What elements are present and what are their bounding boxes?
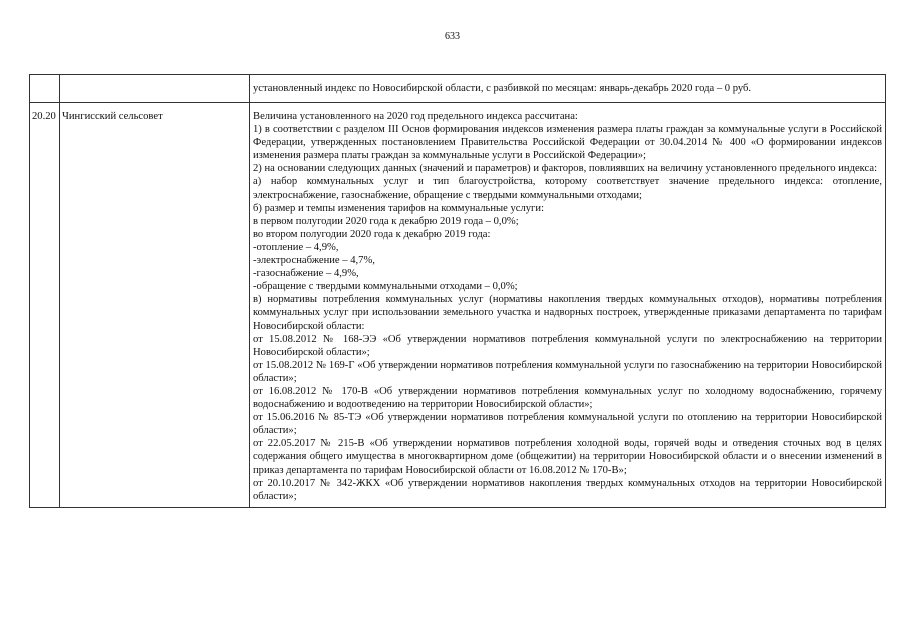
paragraph: а) набор коммунальных услуг и тип благоустройства, которому соответствует значение предельного индекса: отопление, электроснабжение, газоснабжение, обращение с твердыми коммунальными отходами; [253, 176, 882, 201]
paragraph: от 16.08.2012 № 170-В «Об утверждении нормативов потребления коммунальных услуг по холодному водоснабжению, горячему водоснабжению и водоотведению на территории Новосибирской области»; [253, 385, 882, 411]
document-table [29, 74, 886, 508]
paragraph: б) размер и темпы изменения тарифов на коммунальные услуги: [253, 202, 545, 214]
municipality-name: Чингисский сельсовет [60, 103, 250, 508]
paragraph: -газоснабжение – 4,9%, [253, 268, 359, 280]
row-number: 20.20 [30, 103, 60, 508]
paragraph: 1) в соответствии с разделом III Основ формирования индексов изменения размера платы граждан за коммунальные услуги в Российской Федерации, утвержденных постановлением Правительства Российской Федерации от 30.04.2014 № 400 «О формировании индексов изменения размера платы граждан за коммунальные услуги в Российской Федерации»; [253, 124, 882, 162]
paragraph: в первом полугодии 2020 года к декабрю 2019 года – 0,0%; [253, 215, 519, 227]
paragraph: от 15.06.2016 № 85-ТЭ «Об утверждении нормативов потребления коммунальной услуги по отоплению на территории Новосибирской области»; [253, 412, 882, 437]
paragraph: от 15.08.2012 № 168-ЭЭ «Об утверждении нормативов потребления коммунальной услуги по электроснабжению на территории Новосибирской области»; [253, 333, 882, 358]
continuation-text [250, 75, 886, 103]
index-description [250, 103, 886, 508]
paragraph: во втором полугодии 2020 года к декабрю 2019 года: [253, 228, 491, 240]
paragraph: от 15.08.2012 № 169-Г «Об утверждении нормативов потребления коммунальной услуги по газоснабжению на территории Новосибирской области»; [253, 359, 882, 384]
table-row-continuation [30, 75, 886, 103]
table-row [30, 103, 886, 508]
page-number: 633 [445, 31, 460, 42]
paragraph: 2) на основании следующих данных (значений и параметров) и факторов, повлиявших на величину установленного предельного индекса: [253, 163, 878, 175]
paragraph: -обращение с твердыми коммунальными отходами – 0,0%; [253, 281, 518, 293]
paragraph: от 22.05.2017 № 215-В «Об утверждении нормативов потребления холодной воды, горячей воды и отведения сточных вод в целях содержания общего имущества в многоквартирном доме (общежитии) на территории Новосибирской области и о внесении изменений в приказ департамента по тарифам Новосибирской области от 16.08.2012 № 170-В»; [253, 438, 882, 476]
paragraph: -отопление – 4,9%, [253, 241, 339, 253]
paragraph: от 20.10.2017 № 342-ЖКХ «Об утверждении нормативов накопления твердых коммунальных отходов на территории Новосибирской области»; [253, 477, 882, 502]
cell-name-empty [60, 75, 250, 103]
paragraph: Величина установленного на 2020 год предельного индекса рассчитана: [253, 111, 578, 122]
cell-num-empty [30, 75, 60, 103]
paragraph: -электроснабжение – 4,7%, [253, 255, 375, 267]
paragraph: в) нормативы потребления коммунальных услуг (нормативы накопления твердых коммунальных отходов), нормативы потребления коммунальных услуг при использовании земельного участка и надворных построек, утвержденные приказами департамента по тарифам Новосибирской области: [253, 294, 882, 332]
continuation-paragraph: установленный индекс по Новосибирской области, с разбивкой по месяцам: январь-декабрь 2020 года – 0 руб. [253, 83, 752, 95]
